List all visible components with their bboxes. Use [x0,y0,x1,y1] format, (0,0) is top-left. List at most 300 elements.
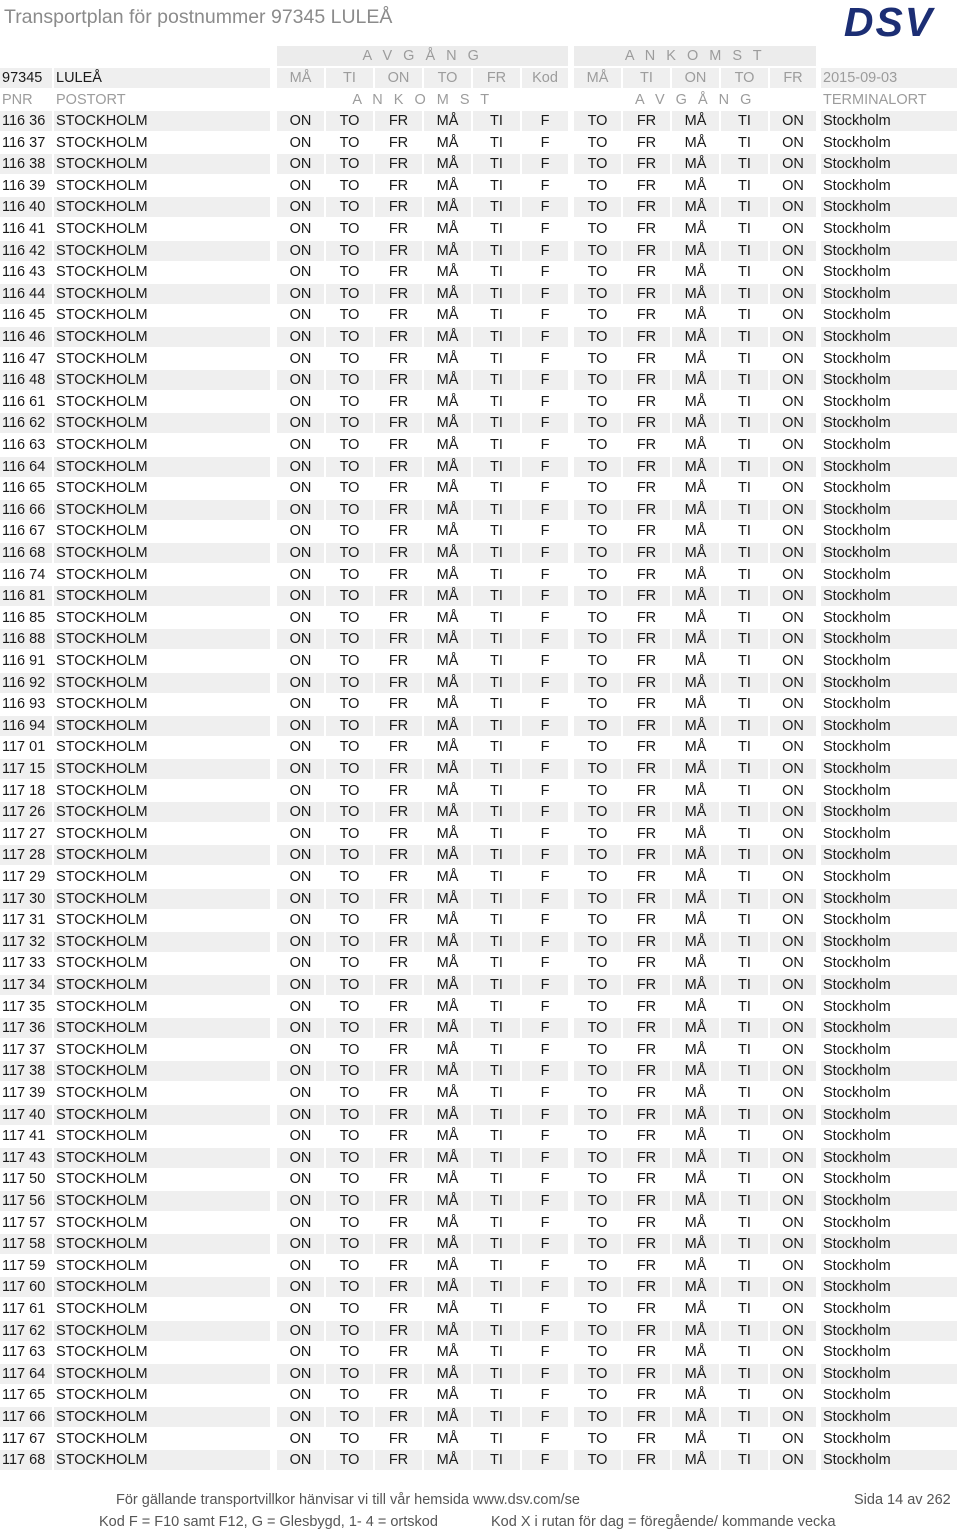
row-right-day: ON [782,566,804,583]
row-right-day: TO [587,782,608,799]
row-left-day: FR [375,111,422,131]
header-ankomst-group: A N K O M S T [574,46,816,66]
row-terminal: Stockholm [821,1061,957,1081]
row-right-day: ON [782,264,804,281]
row-right-day: ON [770,197,816,217]
row-left-day: F [540,696,550,713]
row-left-day: TI [473,154,520,174]
row-right-day: FR [623,500,670,520]
row-left-day: F [522,111,568,131]
row-right-day: FR [636,1344,657,1361]
row-left-day: FR [388,653,409,669]
row-right-day: TI [721,413,768,433]
row-left-day: F [540,955,550,972]
row-left-day: FR [375,327,422,347]
row-left-day: FR [388,307,409,324]
row-left-day: TI [473,370,520,390]
header-postort-value: LULEÅ [54,68,270,88]
row-left-day: ON [277,111,324,131]
row-left-day: MÅ [424,1191,471,1211]
row-right-day: MÅ [684,307,707,324]
row-right-day: TO [574,284,621,304]
row-right-day: FR [636,221,657,237]
row-postort: STOCKHOLM [54,975,270,995]
row-left-day: MÅ [424,845,471,865]
row-left-day: TO [339,869,360,885]
header-right-day: FR [770,68,816,88]
row-terminal: Stockholm [823,1214,891,1231]
row-left-day: TI [473,500,520,520]
row-right-day: TI [721,586,768,606]
row-left-day: MÅ [436,134,459,151]
header-left-day: ON [375,68,422,88]
row-left-day: MÅ [424,284,471,304]
row-right-day: MÅ [684,1257,707,1274]
row-pnr: 117 18 [2,782,46,799]
row-pnr: 117 41 [2,1128,46,1145]
row-right-day: MÅ [672,1277,719,1297]
header-pnr-value: 97345 [0,68,52,88]
row-right-day: TO [587,998,608,1015]
row-right-day: TI [738,566,751,583]
row-left-day: TO [339,1171,360,1188]
row-left-day: TO [339,437,360,453]
row-left-day: F [522,802,568,822]
row-left-day: MÅ [436,739,459,756]
row-left-day: TO [326,889,373,909]
row-right-day: TO [587,566,608,583]
header-left-day: Kod [522,68,568,88]
row-left-day: ON [289,221,312,237]
row-terminal: Stockholm [821,241,957,261]
row-right-day: ON [770,543,816,563]
row-right-day: MÅ [672,1191,719,1211]
row-left-day: TI [490,1041,503,1058]
row-left-day: TO [326,932,373,952]
row-left-day: MÅ [424,716,471,736]
row-right-day: TO [574,629,621,649]
row-right-day: MÅ [684,134,707,151]
row-right-day: ON [770,629,816,649]
row-right-day: ON [770,1364,816,1384]
row-left-day: ON [289,1214,312,1231]
row-right-day: FR [636,134,657,151]
row-right-day: MÅ [684,1387,707,1404]
row-postort: STOCKHOLM [54,673,270,693]
row-left-day: ON [289,1171,312,1188]
row-left-day: TI [473,1450,520,1470]
row-left-day: TO [326,802,373,822]
row-postort: STOCKHOLM [54,1191,270,1211]
row-right-day: ON [770,845,816,865]
row-left-day: TO [326,1321,373,1341]
row-terminal: Stockholm [823,1430,891,1447]
row-terminal: Stockholm [823,264,891,281]
row-right-day: ON [782,1301,804,1317]
row-left-day: FR [388,1214,409,1231]
row-right-day: TO [587,653,608,669]
row-left-day: MÅ [424,759,471,779]
row-terminal: Stockholm [821,932,957,952]
row-pnr: 117 56 [0,1191,52,1211]
row-right-day: FR [623,716,670,736]
row-right-day: TO [574,1321,621,1341]
row-pnr: 117 36 [0,1018,52,1038]
header-left-day: TI [326,68,373,88]
row-pnr: 116 93 [2,696,46,713]
row-terminal: Stockholm [821,1105,957,1125]
row-left-day: ON [277,327,324,347]
row-right-day: ON [782,912,804,929]
row-terminal: Stockholm [821,154,957,174]
row-left-day: MÅ [436,264,459,281]
row-postort: STOCKHOLM [54,1061,270,1081]
row-right-day: ON [770,716,816,736]
row-left-day: ON [277,241,324,261]
row-left-day: ON [277,1407,324,1427]
row-right-day: TO [574,1277,621,1297]
row-right-day: ON [782,696,804,713]
row-postort: STOCKHOLM [56,955,148,972]
row-terminal: Stockholm [823,1257,891,1274]
row-terminal: Stockholm [821,586,957,606]
row-left-day: TI [490,480,503,497]
row-right-day: FR [636,1128,657,1145]
row-left-day: TI [473,889,520,909]
row-left-day: TO [339,480,360,497]
row-right-day: TI [738,1344,751,1361]
row-left-day: ON [289,437,312,453]
row-right-day: ON [782,998,804,1015]
row-right-day: TI [721,111,768,131]
row-left-day: FR [388,350,409,367]
row-terminal: Stockholm [821,1364,957,1384]
row-left-day: F [522,413,568,433]
row-left-day: TI [490,1085,503,1101]
row-left-day: F [522,673,568,693]
row-left-day: TI [473,845,520,865]
row-right-day: TO [587,134,608,151]
row-left-day: TI [473,413,520,433]
row-pnr: 117 40 [0,1105,52,1125]
row-left-day: F [540,869,550,885]
row-terminal: Stockholm [821,802,957,822]
row-right-day: ON [770,111,816,131]
row-right-day: ON [770,1148,816,1168]
row-right-day: TI [721,932,768,952]
row-right-day: MÅ [672,1105,719,1125]
row-right-day: MÅ [672,1018,719,1038]
dsv-logo-text: DSV [843,2,935,42]
row-right-day: FR [623,1234,670,1254]
row-left-day: MÅ [436,696,459,713]
row-right-day: FR [623,1364,670,1384]
row-left-day: ON [289,350,312,367]
row-right-day: FR [623,413,670,433]
row-pnr: 117 60 [0,1277,52,1297]
row-terminal: Stockholm [823,1344,891,1361]
row-right-day: TI [738,350,751,367]
row-right-day: ON [770,284,816,304]
row-left-day: F [540,825,550,842]
row-left-day: FR [388,1387,409,1404]
row-left-day: ON [277,1105,324,1125]
row-left-day: ON [289,1387,312,1404]
row-right-day: MÅ [684,480,707,497]
row-right-day: FR [636,912,657,929]
row-left-day: ON [277,1364,324,1384]
row-right-day: ON [770,241,816,261]
page-title: Transportplan för postnummer 97345 LULEÅ [4,6,393,28]
row-left-day: F [522,629,568,649]
row-left-day: FR [388,1430,409,1447]
row-left-day: FR [388,134,409,151]
header-avgang-label: A V G Å N G [635,91,755,108]
row-right-day: ON [770,500,816,520]
row-right-day: TO [587,825,608,842]
row-right-day: MÅ [684,869,707,885]
row-left-day: ON [277,543,324,563]
row-postort: STOCKHOLM [56,609,148,626]
row-left-day: TO [339,264,360,281]
row-terminal: Stockholm [823,782,891,799]
row-right-day: MÅ [672,543,719,563]
row-right-day: ON [770,413,816,433]
row-left-day: TI [473,1321,520,1341]
row-postort: STOCKHOLM [56,1128,148,1145]
row-left-day: F [540,264,550,281]
row-right-day: MÅ [684,221,707,237]
row-left-day: FR [388,739,409,756]
row-right-day: FR [636,350,657,367]
row-left-day: MÅ [436,782,459,799]
row-left-day: TO [339,998,360,1015]
row-pnr: 117 31 [2,912,46,929]
row-left-day: ON [277,197,324,217]
row-left-day: F [522,1061,568,1081]
row-left-day: ON [277,673,324,693]
row-left-day: TO [326,1191,373,1211]
row-terminal: Stockholm [821,197,957,217]
row-right-day: TI [721,1148,768,1168]
row-right-day: TI [738,1171,751,1188]
row-left-day: TI [473,327,520,347]
row-left-day: F [522,543,568,563]
row-left-day: TI [490,912,503,929]
row-right-day: MÅ [672,802,719,822]
row-left-day: TI [473,975,520,995]
row-pnr: 116 68 [0,543,52,563]
row-left-day: F [540,739,550,756]
row-postort: STOCKHOLM [56,264,148,281]
row-left-day: MÅ [436,177,459,194]
row-left-day: MÅ [424,111,471,131]
row-left-day: MÅ [424,975,471,995]
row-right-day: FR [623,1105,670,1125]
row-pnr: 116 91 [2,653,46,669]
row-right-day: FR [636,307,657,324]
row-left-day: F [540,912,550,929]
row-right-day: MÅ [672,327,719,347]
row-right-day: TO [574,845,621,865]
row-right-day: TI [721,1191,768,1211]
footer-week-legend: Kod X i rutan för dag = föregående/ kommande vecka [491,1514,836,1530]
row-right-day: ON [770,889,816,909]
row-left-day: TI [490,1344,503,1361]
row-right-day: TI [721,975,768,995]
row-left-day: TI [473,1018,520,1038]
row-left-day: TO [326,327,373,347]
row-left-day: ON [289,696,312,713]
row-right-day: ON [782,523,804,540]
row-right-day: MÅ [684,609,707,626]
row-right-day: TI [738,1214,751,1231]
row-postort: STOCKHOLM [56,998,148,1015]
row-right-day: TI [738,134,751,151]
row-pnr: 117 68 [0,1450,52,1470]
row-terminal: Stockholm [823,393,891,410]
row-left-day: TO [339,350,360,367]
row-postort: STOCKHOLM [54,802,270,822]
row-left-day: MÅ [436,1387,459,1404]
row-left-day: TI [473,197,520,217]
row-terminal: Stockholm [823,825,891,842]
row-left-day: TO [326,673,373,693]
row-right-day: TO [574,197,621,217]
row-terminal: Stockholm [821,673,957,693]
row-postort: STOCKHOLM [56,1387,148,1404]
row-pnr: 116 74 [2,566,46,583]
row-pnr: 117 59 [2,1257,46,1274]
row-left-day: TO [326,1277,373,1297]
row-left-day: TO [339,307,360,324]
row-right-day: TI [721,241,768,261]
row-right-day: MÅ [684,653,707,669]
row-left-day: ON [289,609,312,626]
row-left-day: F [522,586,568,606]
row-right-day: TI [721,889,768,909]
row-left-day: FR [375,543,422,563]
row-left-day: ON [289,1301,312,1317]
row-right-day: FR [623,197,670,217]
row-left-day: TI [473,111,520,131]
row-left-day: FR [375,889,422,909]
row-right-day: ON [782,1128,804,1145]
row-right-day: FR [623,1277,670,1297]
row-left-day: TI [490,1430,503,1447]
row-pnr: 116 85 [2,609,46,626]
row-left-day: F [540,393,550,410]
row-right-day: FR [623,370,670,390]
row-left-day: TI [473,716,520,736]
row-right-day: TI [721,327,768,347]
header-pnr-label: PNR [2,91,33,108]
header-postort-label: POSTORT [56,91,126,108]
row-left-day: FR [375,1018,422,1038]
row-right-day: FR [636,1041,657,1058]
row-postort: STOCKHOLM [56,912,148,929]
row-left-day: F [522,1105,568,1125]
row-left-day: ON [277,889,324,909]
row-terminal: Stockholm [821,543,957,563]
row-right-day: TI [738,739,751,756]
row-left-day: TI [473,1061,520,1081]
row-right-day: MÅ [672,889,719,909]
row-pnr: 116 42 [0,241,52,261]
row-right-day: MÅ [684,350,707,367]
row-right-day: ON [770,1277,816,1297]
row-left-day: F [540,307,550,324]
row-postort: STOCKHOLM [54,889,270,909]
row-left-day: ON [277,457,324,477]
row-right-day: TI [738,480,751,497]
row-left-day: ON [289,653,312,669]
row-right-day: TO [587,221,608,237]
row-left-day: TO [339,393,360,410]
row-postort: STOCKHOLM [56,307,148,324]
row-left-day: FR [375,154,422,174]
row-right-day: FR [636,1257,657,1274]
row-left-day: TO [339,653,360,669]
row-right-day: TO [587,912,608,929]
row-left-day: TO [326,543,373,563]
row-pnr: 117 62 [0,1321,52,1341]
row-postort: STOCKHOLM [56,1041,148,1058]
row-right-day: ON [770,1407,816,1427]
row-right-day: TI [721,154,768,174]
row-left-day: MÅ [436,1214,459,1231]
row-right-day: TI [721,1018,768,1038]
row-pnr: 116 44 [0,284,52,304]
row-left-day: ON [277,1450,324,1470]
row-postort: STOCKHOLM [56,825,148,842]
row-right-day: FR [623,975,670,995]
row-left-day: TI [490,264,503,281]
row-right-day: MÅ [672,716,719,736]
row-right-day: FR [636,998,657,1015]
row-terminal: Stockholm [821,845,957,865]
row-left-day: F [540,782,550,799]
row-right-day: FR [636,1171,657,1188]
row-terminal: Stockholm [823,134,891,151]
row-left-day: FR [388,566,409,583]
row-left-day: MÅ [424,370,471,390]
row-right-day: TO [587,1301,608,1317]
row-right-day: TO [587,177,608,194]
row-right-day: TO [587,1387,608,1404]
row-left-day: TI [473,802,520,822]
row-left-day: TO [339,1387,360,1404]
row-pnr: 117 50 [2,1171,46,1188]
row-right-day: TO [574,1105,621,1125]
row-left-day: MÅ [424,1234,471,1254]
row-right-day: TO [587,739,608,756]
row-left-day: TO [339,1257,360,1274]
row-right-day: MÅ [684,566,707,583]
row-right-day: MÅ [684,1430,707,1447]
row-postort: STOCKHOLM [54,111,270,131]
row-left-day: ON [277,932,324,952]
row-left-day: MÅ [424,543,471,563]
row-left-day: TO [326,629,373,649]
row-left-day: F [540,609,550,626]
row-left-day: ON [277,1321,324,1341]
row-left-day: FR [388,393,409,410]
row-left-day: ON [289,998,312,1015]
row-terminal: Stockholm [821,413,957,433]
row-left-day: MÅ [424,500,471,520]
row-left-day: TO [326,241,373,261]
